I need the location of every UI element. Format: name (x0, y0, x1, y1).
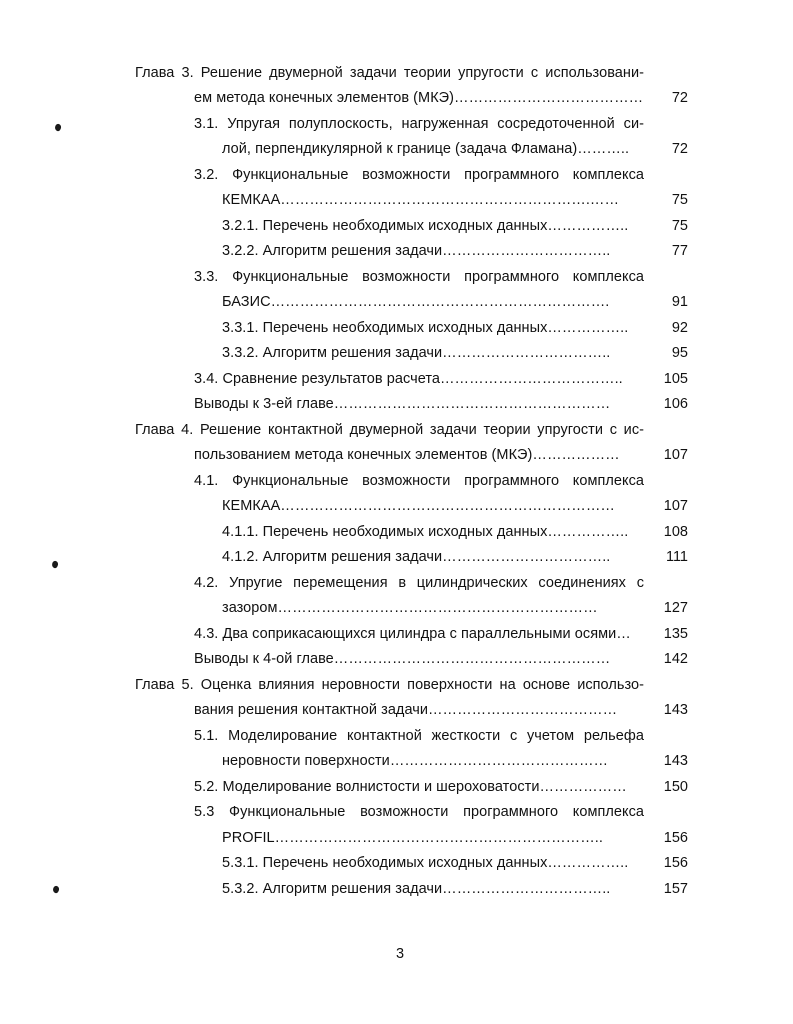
toc-page-number: 150 (663, 779, 688, 795)
toc-section-5-1: 5.1. Моделирование контактной жесткости с учетом рельефа (194, 728, 644, 744)
toc-page-number: 75 (671, 218, 688, 234)
toc-section-4-1: 4.1. Функциональные возможности программного комплекса (194, 473, 644, 489)
toc-section-3-4: 3.4. Сравнение результатов расчета……………………………….. (194, 371, 623, 387)
toc-subsection-5-3-1: 5.3.1. Перечень необходимых исходных данных…………….. (222, 855, 629, 871)
toc-page-number: 107 (663, 447, 688, 463)
toc-section-5-2: 5.2. Моделирование волнистости и шероховатости……………… (194, 779, 627, 795)
toc-page-number: 143 (663, 702, 688, 718)
toc-page-number: 157 (663, 881, 688, 897)
toc-subsection-3-2-1: 3.2.1. Перечень необходимых исходных данных…………….. (222, 218, 629, 234)
toc-section-4-2: 4.2. Упругие перемещения в цилиндрических соединениях с (194, 575, 644, 591)
toc-chapter-4-title-cont: пользованием метода конечных элементов (МКЭ)……………… (194, 447, 620, 463)
toc-conclusions-4: Выводы к 4-ой главе………………………………………………… (194, 651, 611, 667)
toc-section-3-3: 3.3. Функциональные возможности программного комплекса (194, 269, 644, 285)
toc-section-3-1: 3.1. Упругая полуплоскость, нагруженная сосредоточенной си- (194, 116, 644, 132)
scan-speck (51, 560, 59, 569)
toc-section-5-3: 5.3 Функциональные возможности программного комплекса (194, 804, 644, 820)
toc-subsection-5-3-2: 5.3.2. Алгоритм решения задачи…………………………….. (222, 881, 611, 897)
scan-speck (52, 885, 60, 894)
toc-subsection-3-3-2: 3.3.2. Алгоритм решения задачи…………………………….. (222, 345, 611, 361)
toc-section-3-2-cont: КЕМКАА……………………………………………………….…… (222, 192, 620, 208)
toc-section-4-2-cont: зазором………………………………………………………… (222, 600, 598, 616)
toc-page-number: 105 (663, 371, 688, 387)
toc-section-3-2: 3.2. Функциональные возможности программного комплекса (194, 167, 644, 183)
toc-section-5-3-cont: PROFIL………………………………………………………….. (222, 830, 603, 846)
toc-chapter-4-title: Глава 4. Решение контактной двумерной задачи теории упругости с ис- (135, 422, 644, 438)
page-number: 3 (396, 946, 405, 962)
toc-section-4-3: 4.3. Два соприкасающихся цилиндра с параллельными осями… (194, 626, 631, 642)
toc-page-number: 135 (663, 626, 688, 642)
toc-page-number: 95 (671, 345, 688, 361)
toc-page-number: 91 (671, 294, 688, 310)
toc-chapter-5-title-cont: вания решения контактной задачи………………………………… (194, 702, 618, 718)
toc-page-number: 108 (663, 524, 688, 540)
toc-chapter-3-title: Глава 3. Решение двумерной задачи теории упругости с использовани- (135, 65, 644, 81)
toc-section-3-3-cont: БАЗИС……………………………………………………………. (222, 294, 610, 310)
toc-section-5-1-cont: неровности поверхности……………………………………… (222, 753, 609, 769)
toc-page-number: 77 (671, 243, 688, 259)
toc-page-number: 107 (663, 498, 688, 514)
toc-page-number: 142 (663, 651, 688, 667)
toc-section-3-1-cont: лой, перпендикулярной к границе (задача Фламана)……….. (222, 141, 630, 157)
toc-page-number: 143 (663, 753, 688, 769)
toc-chapter-3-title-cont: ем метода конечных элементов (МКЭ)………………………………… (194, 90, 644, 106)
toc-chapter-5-title: Глава 5. Оценка влияния неровности поверхности на основе использо- (135, 677, 644, 693)
toc-page-number: 127 (663, 600, 688, 616)
toc-page-number: 156 (663, 830, 688, 846)
toc-conclusions-3: Выводы к 3-ей главе………………………………………………… (194, 396, 611, 412)
toc-subsection-4-1-2: 4.1.2. Алгоритм решения задачи…………………………….. (222, 549, 611, 565)
scan-speck (54, 123, 62, 132)
toc-page-number: 111 (665, 549, 688, 565)
toc-page-number: 72 (671, 90, 688, 106)
toc-page-number: 72 (671, 141, 688, 157)
toc-page-number: 92 (671, 320, 688, 336)
toc-section-4-1-cont: КЕМКАА…………………………………………………………… (222, 498, 615, 514)
toc-page-number: 156 (663, 855, 688, 871)
toc-page-number: 75 (671, 192, 688, 208)
toc-page-number: 106 (663, 396, 688, 412)
toc-subsection-3-3-1: 3.3.1. Перечень необходимых исходных данных…………….. (222, 320, 629, 336)
toc-subsection-4-1-1: 4.1.1. Перечень необходимых исходных данных…………….. (222, 524, 629, 540)
toc-subsection-3-2-2: 3.2.2. Алгоритм решения задачи…………………………….. (222, 243, 611, 259)
